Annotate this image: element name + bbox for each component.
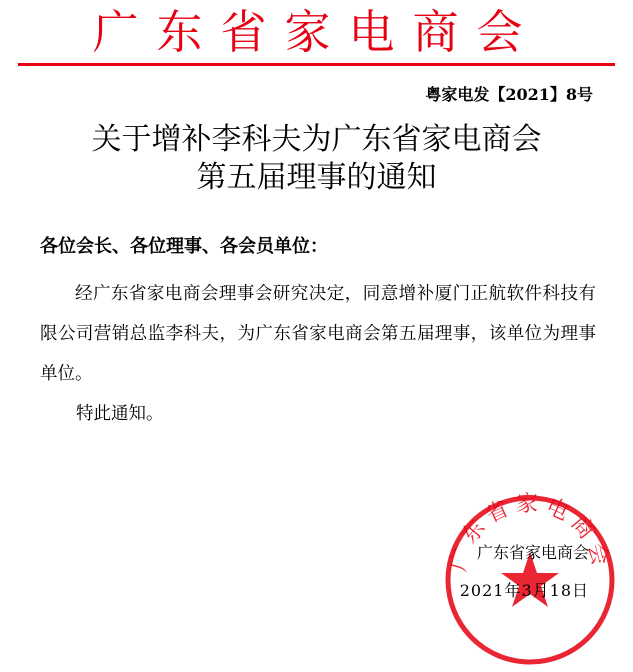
- body-paragraph-text: 经广东省家电商会理事会研究决定，同意增补厦门正航软件科技有限公司营销总监李科夫，为广东省家电商会第五届理事，该单位为理事单位。: [40, 284, 596, 384]
- signature-date: 2021年3月18日: [459, 581, 589, 600]
- document-title-line-2: 第五届理事的通知: [196, 160, 437, 195]
- body-paragraph: [40, 274, 596, 394]
- signature-organization: 广东省家电商会: [476, 543, 589, 562]
- document-title-line-1: 关于增补李科夫为广东省家电商会: [91, 122, 542, 157]
- closing-text: 特此通知。: [76, 404, 164, 424]
- letterhead-rule: [18, 63, 615, 66]
- letterhead-title: 广东省家电商会: [92, 5, 541, 59]
- document-number: 粤家电发【2021】8号: [425, 85, 593, 104]
- svg-text:广东省家电商会: 广东省家电商会: [446, 492, 614, 574]
- salutation: 各位会长、各位理事、各会员单位：: [40, 236, 328, 257]
